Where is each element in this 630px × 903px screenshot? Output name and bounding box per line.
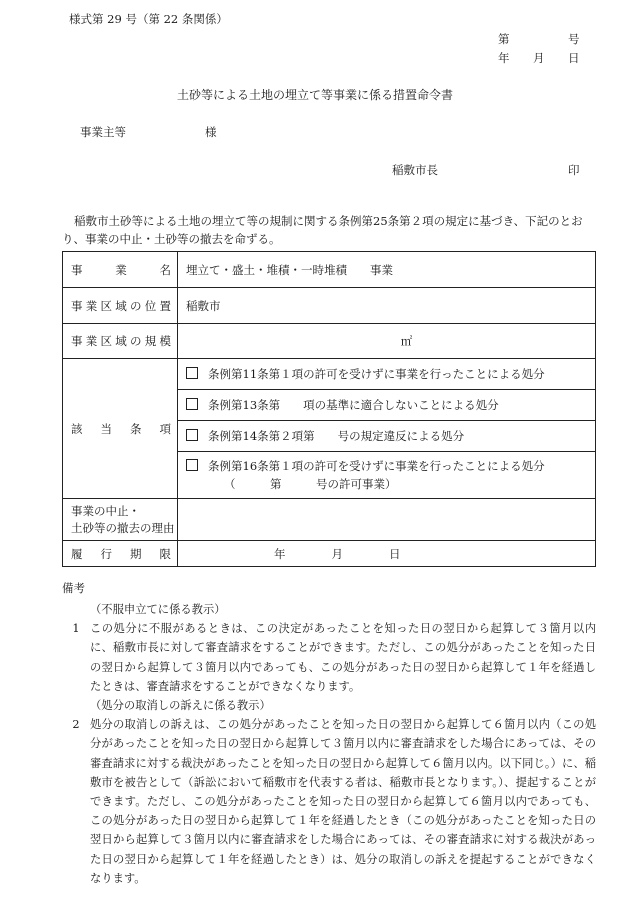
provision-option-2-text: 条例第13条第 項の基準に適合しないことによる処分 — [208, 398, 499, 412]
deadline-month: 月 — [331, 546, 343, 561]
row-scale — [63, 324, 596, 359]
notice2-number: 2 — [72, 718, 80, 732]
deadline-label — [63, 541, 178, 567]
provision-checkbox-4[interactable] — [186, 459, 198, 471]
notice2-caption: （処分の取消しの訴えに係る教示） — [90, 699, 271, 713]
addressee-honorific: 様 — [205, 125, 217, 139]
label-char: 期 — [130, 546, 142, 561]
label-char: 模 — [159, 334, 171, 348]
label-char: 業 — [85, 298, 98, 313]
issue-date-month: 月 — [533, 51, 545, 65]
notice1 — [62, 619, 596, 696]
label-char: 区 — [100, 298, 112, 313]
document-number-prefix: 第 — [498, 32, 510, 46]
label-char: 事 — [71, 262, 83, 277]
form-number-label: 様式第 29 号（第 22 条関係） — [69, 12, 228, 26]
label-char: 行 — [100, 546, 112, 561]
notice1-number: 1 — [72, 622, 80, 636]
notice1-caption: （不服申立てに係る教示） — [90, 603, 226, 616]
label-char: 名 — [159, 262, 171, 277]
provision-option-3-text: 条例第14条第２項第 号の規定違反による処分 — [208, 429, 465, 443]
document-number-suffix: 号 — [568, 32, 580, 46]
addressee-label: 事業主等 — [80, 125, 126, 139]
label-char: 当 — [100, 421, 112, 436]
business-name-label — [63, 252, 178, 288]
row-business-name — [63, 252, 596, 288]
remarks-heading: 備考 — [62, 581, 85, 595]
notice1-text: この処分に不服があるときは、この決定があったことを知った日の翌日から起算して３箇月以内に、稲敷市長に対して審査請求をすることができます。ただし、この処分があったことを知った日の翌日から起算して３箇月以内であっても、この処分があった日の翌日から起算して１年を経過したときは、審査請求をすることができなくなります。 — [90, 622, 596, 693]
provision-option-3[interactable] — [178, 421, 596, 452]
location-label-text — [71, 298, 177, 314]
scale-unit: ㎡ — [400, 334, 413, 348]
issue-date-year: 年 — [498, 51, 510, 65]
provision-checkbox-3[interactable] — [186, 429, 198, 441]
deadline-year: 年 — [274, 546, 286, 561]
issuer-name: 稲敷市長 — [392, 163, 438, 177]
label-char: 位 — [144, 298, 157, 313]
label-char: 事 — [71, 298, 83, 313]
label-char: 業 — [115, 262, 127, 277]
label-char: 規 — [144, 334, 157, 348]
provision-label-text — [71, 421, 177, 437]
label-char: 履 — [71, 546, 83, 561]
row-deadline — [63, 541, 596, 567]
seal-mark: 印 — [568, 163, 580, 177]
label-char: の — [130, 334, 142, 348]
provision-checkbox-1[interactable] — [186, 367, 198, 379]
reason-label-line2: 土砂等の撤去の理由 — [71, 520, 175, 535]
row-provision-1 — [63, 359, 596, 390]
row-location — [63, 288, 596, 324]
deadline-day: 日 — [389, 546, 401, 561]
label-char: 事 — [71, 334, 83, 348]
deadline-label-text — [71, 546, 177, 562]
label-char: の — [130, 298, 142, 313]
notice2-text: 処分の取消しの訴えは、この処分があったことを知った日の翌日から起算して６箇月以内（この処分があったことを知った日の翌日から起算して３箇月以内に審査請求をした場合にあっては、その審査請求に対する裁決があったことを知った日の翌日から起算して６箇月以内。以下同じ。）に、稲敷市を被告として（訴訟において稲敷市を代表する者は、稲敷市長となります。）、提起することができます。ただし、この処分があったことを知った日の翌日から起算して６箇月以内であっても、この処分があった日の翌日から起算して１年を経過したとき（この処分があったことを知った日の翌日から起算して３箇月以内に審査請求をした場合にあっては、その審査請求に対する裁決があった日の翌日から起算して１年を経過したとき）は、処分の取消しの訴えを提起することができなくなります。 — [90, 718, 596, 885]
provision-option-4-subtext: （ 第 号の許可事業） — [224, 477, 397, 491]
label-char: 該 — [71, 421, 83, 436]
label-char: 置 — [159, 298, 171, 313]
label-char: 限 — [159, 546, 171, 561]
label-char: 区 — [100, 334, 112, 348]
provision-checkbox-2[interactable] — [186, 398, 198, 410]
reason-label — [63, 499, 178, 541]
location-label — [63, 288, 178, 324]
deadline-value — [178, 541, 596, 567]
issue-date-day: 日 — [568, 51, 580, 65]
provision-label — [63, 359, 178, 499]
reason-label-line1: 事業の中止・ — [71, 503, 140, 518]
scale-label — [63, 324, 178, 359]
business-name-value: 埋立て・盛土・堆積・一時堆積 事業 — [178, 252, 596, 288]
location-value: 稲敷市 — [178, 288, 596, 324]
label-char: 項 — [159, 421, 171, 436]
provision-option-2[interactable] — [178, 390, 596, 421]
preamble-text: 稲敷市土砂等による土地の埋立て等の規制に関する条例第25条第２項の規定に基づき、下記のとおり、事業の中止・土砂等の撤去を命ずる。 — [62, 214, 583, 246]
label-char: 域 — [115, 334, 127, 348]
provision-option-4[interactable] — [178, 452, 596, 499]
scale-value — [178, 324, 596, 359]
reason-value[interactable] — [178, 499, 596, 541]
provision-option-1[interactable] — [178, 359, 596, 390]
notice2 — [62, 715, 596, 888]
business-name-label-text — [71, 262, 177, 278]
order-table — [62, 251, 596, 567]
label-char: 業 — [85, 334, 98, 348]
label-char: 条 — [130, 421, 142, 436]
scale-label-text — [71, 333, 177, 349]
label-char: 域 — [115, 298, 127, 313]
remarks-notes — [62, 600, 596, 888]
provision-option-1-text: 条例第11条第１項の許可を受けずに事業を行ったことによる処分 — [208, 367, 545, 381]
row-reason — [63, 499, 596, 541]
document-title: 土砂等による土地の埋立て等事業に係る措置命令書 — [176, 88, 453, 102]
provision-option-4-text: 条例第16条第１項の許可を受けずに事業を行ったことによる処分 — [208, 459, 545, 473]
